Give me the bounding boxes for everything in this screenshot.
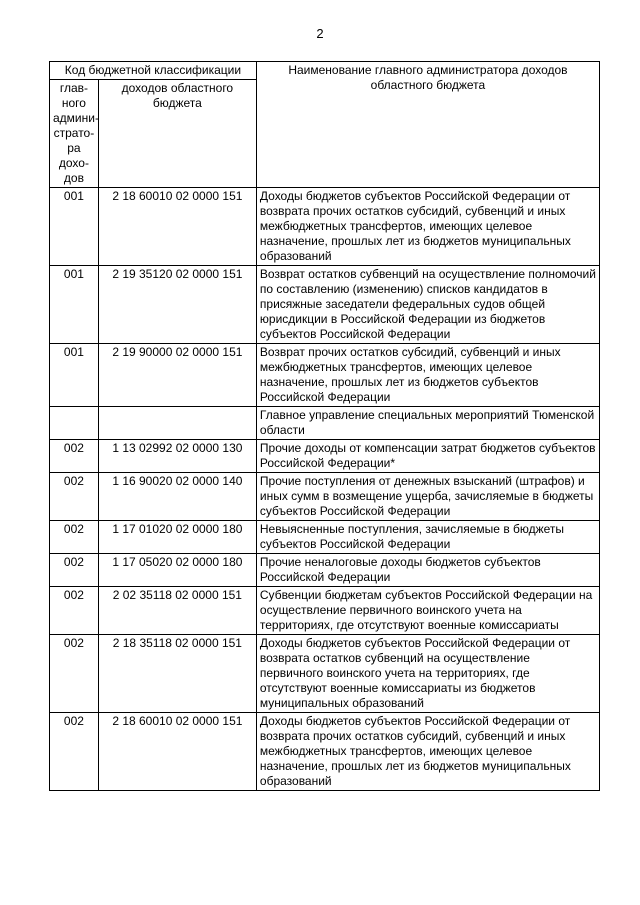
table-row bbox=[50, 188, 600, 266]
header-regional-income-code: доходов областного бюджета bbox=[98, 80, 256, 188]
cell-income-name: Прочие доходы от компенсации затрат бюджетов субъектов Российской Федерации* bbox=[256, 440, 599, 473]
table-row bbox=[50, 473, 600, 521]
cell-section-title: Главное управление специальных мероприятий Тюменской области bbox=[256, 407, 599, 440]
cell-income-name: Прочие неналоговые доходы бюджетов субъектов Российской Федерации bbox=[256, 554, 599, 587]
cell-administrator-code: 002 bbox=[50, 440, 99, 473]
table-row bbox=[50, 344, 600, 407]
table-header bbox=[50, 62, 600, 188]
header-admin-line: дов bbox=[63, 171, 84, 185]
table-body bbox=[50, 188, 600, 791]
cell-income-name: Возврат остатков субвенций на осуществление полномочий по составлению (изменению) списков кандидатов в присяжные заседатели федеральных судов общей юрисдикции в Российской Федерации из бюджетов субъектов Российской Федерации bbox=[256, 266, 599, 344]
cell-income-name: Возврат прочих остатков субсидий, субвенций и иных межбюджетных трансфертов, имеющих целевое назначение, прошлых лет из бюджетов субъектов Российской Федерации bbox=[256, 344, 599, 407]
header-admin-line: ра дохо- bbox=[58, 141, 89, 170]
cell-income-name: Доходы бюджетов субъектов Российской Федерации от возврата остатков субвенций на осуществление первичного воинского учета на территориях, где отсутствуют военные комиссариаты из бюджетов муниципальных образований bbox=[256, 635, 599, 713]
cell-income-code: 2 02 35118 02 0000 151 bbox=[98, 587, 256, 635]
cell-administrator-code: 002 bbox=[50, 554, 99, 587]
header-admin-line: глав- bbox=[59, 81, 89, 95]
cell-income-name: Доходы бюджетов субъектов Российской Федерации от возврата прочих остатков субсидий, субвенций и иных межбюджетных трансфертов, имеющих целевое назначение, прошлых лет из бюджетов муниципальных образований bbox=[256, 188, 599, 266]
cell-income-name: Прочие поступления от денежных взысканий (штрафов) и иных сумм в возмещение ущерба, зачисляемые в бюджеты субъектов Российской Федерации bbox=[256, 473, 599, 521]
cell-income-name: Субвенции бюджетам субъектов Российской Федерации на осуществление первичного воинского учета на территориях, где отсутствуют военные комиссариаты bbox=[256, 587, 599, 635]
cell-income-code: 2 19 35120 02 0000 151 bbox=[98, 266, 256, 344]
header-budget-classification-code: Код бюджетной классификации bbox=[50, 62, 257, 80]
cell-administrator-code: 002 bbox=[50, 635, 99, 713]
table-row bbox=[50, 713, 600, 791]
cell-income-name: Невыясненные поступления, зачисляемые в бюджеты субъектов Российской Федерации bbox=[256, 521, 599, 554]
page-number: 2 bbox=[316, 26, 324, 41]
cell-income-code: 2 18 35118 02 0000 151 bbox=[98, 635, 256, 713]
cell-income-code: 2 18 60010 02 0000 151 bbox=[98, 188, 256, 266]
header-admin-line: админи- bbox=[53, 111, 99, 125]
table-row bbox=[50, 635, 600, 713]
cell-income-code: 1 13 02992 02 0000 130 bbox=[98, 440, 256, 473]
header-admin-line: ного bbox=[61, 96, 86, 110]
header-row-group bbox=[50, 62, 600, 80]
table-row bbox=[50, 440, 600, 473]
table-row bbox=[50, 521, 600, 554]
cell-income-code: 1 17 01020 02 0000 180 bbox=[98, 521, 256, 554]
cell-administrator-code: 002 bbox=[50, 587, 99, 635]
cell-administrator-code: 002 bbox=[50, 521, 99, 554]
cell-administrator-code: 001 bbox=[50, 188, 99, 266]
cell-income-code: 2 19 90000 02 0000 151 bbox=[98, 344, 256, 407]
cell-income-code: 1 17 05020 02 0000 180 bbox=[98, 554, 256, 587]
cell-administrator-code: 002 bbox=[50, 473, 99, 521]
cell-income-code bbox=[98, 407, 256, 440]
header-main-administrator bbox=[50, 80, 99, 188]
table-row bbox=[50, 587, 600, 635]
cell-income-name: Доходы бюджетов субъектов Российской Федерации от возврата прочих остатков субсидий, субвенций и иных межбюджетных трансфертов, имеющих целевое назначение, прошлых лет из бюджетов муниципальных образований bbox=[256, 713, 599, 791]
header-administrator-name: Наименование главного администратора доходов областного бюджета bbox=[256, 62, 599, 188]
table-row bbox=[50, 266, 600, 344]
cell-administrator-code bbox=[50, 407, 99, 440]
cell-administrator-code: 001 bbox=[50, 266, 99, 344]
budget-classification-table bbox=[49, 61, 600, 791]
table-row bbox=[50, 407, 600, 440]
cell-administrator-code: 001 bbox=[50, 344, 99, 407]
cell-administrator-code: 002 bbox=[50, 713, 99, 791]
header-admin-line: страто- bbox=[53, 126, 95, 140]
table-row bbox=[50, 554, 600, 587]
cell-income-code: 1 16 90020 02 0000 140 bbox=[98, 473, 256, 521]
cell-income-code: 2 18 60010 02 0000 151 bbox=[98, 713, 256, 791]
